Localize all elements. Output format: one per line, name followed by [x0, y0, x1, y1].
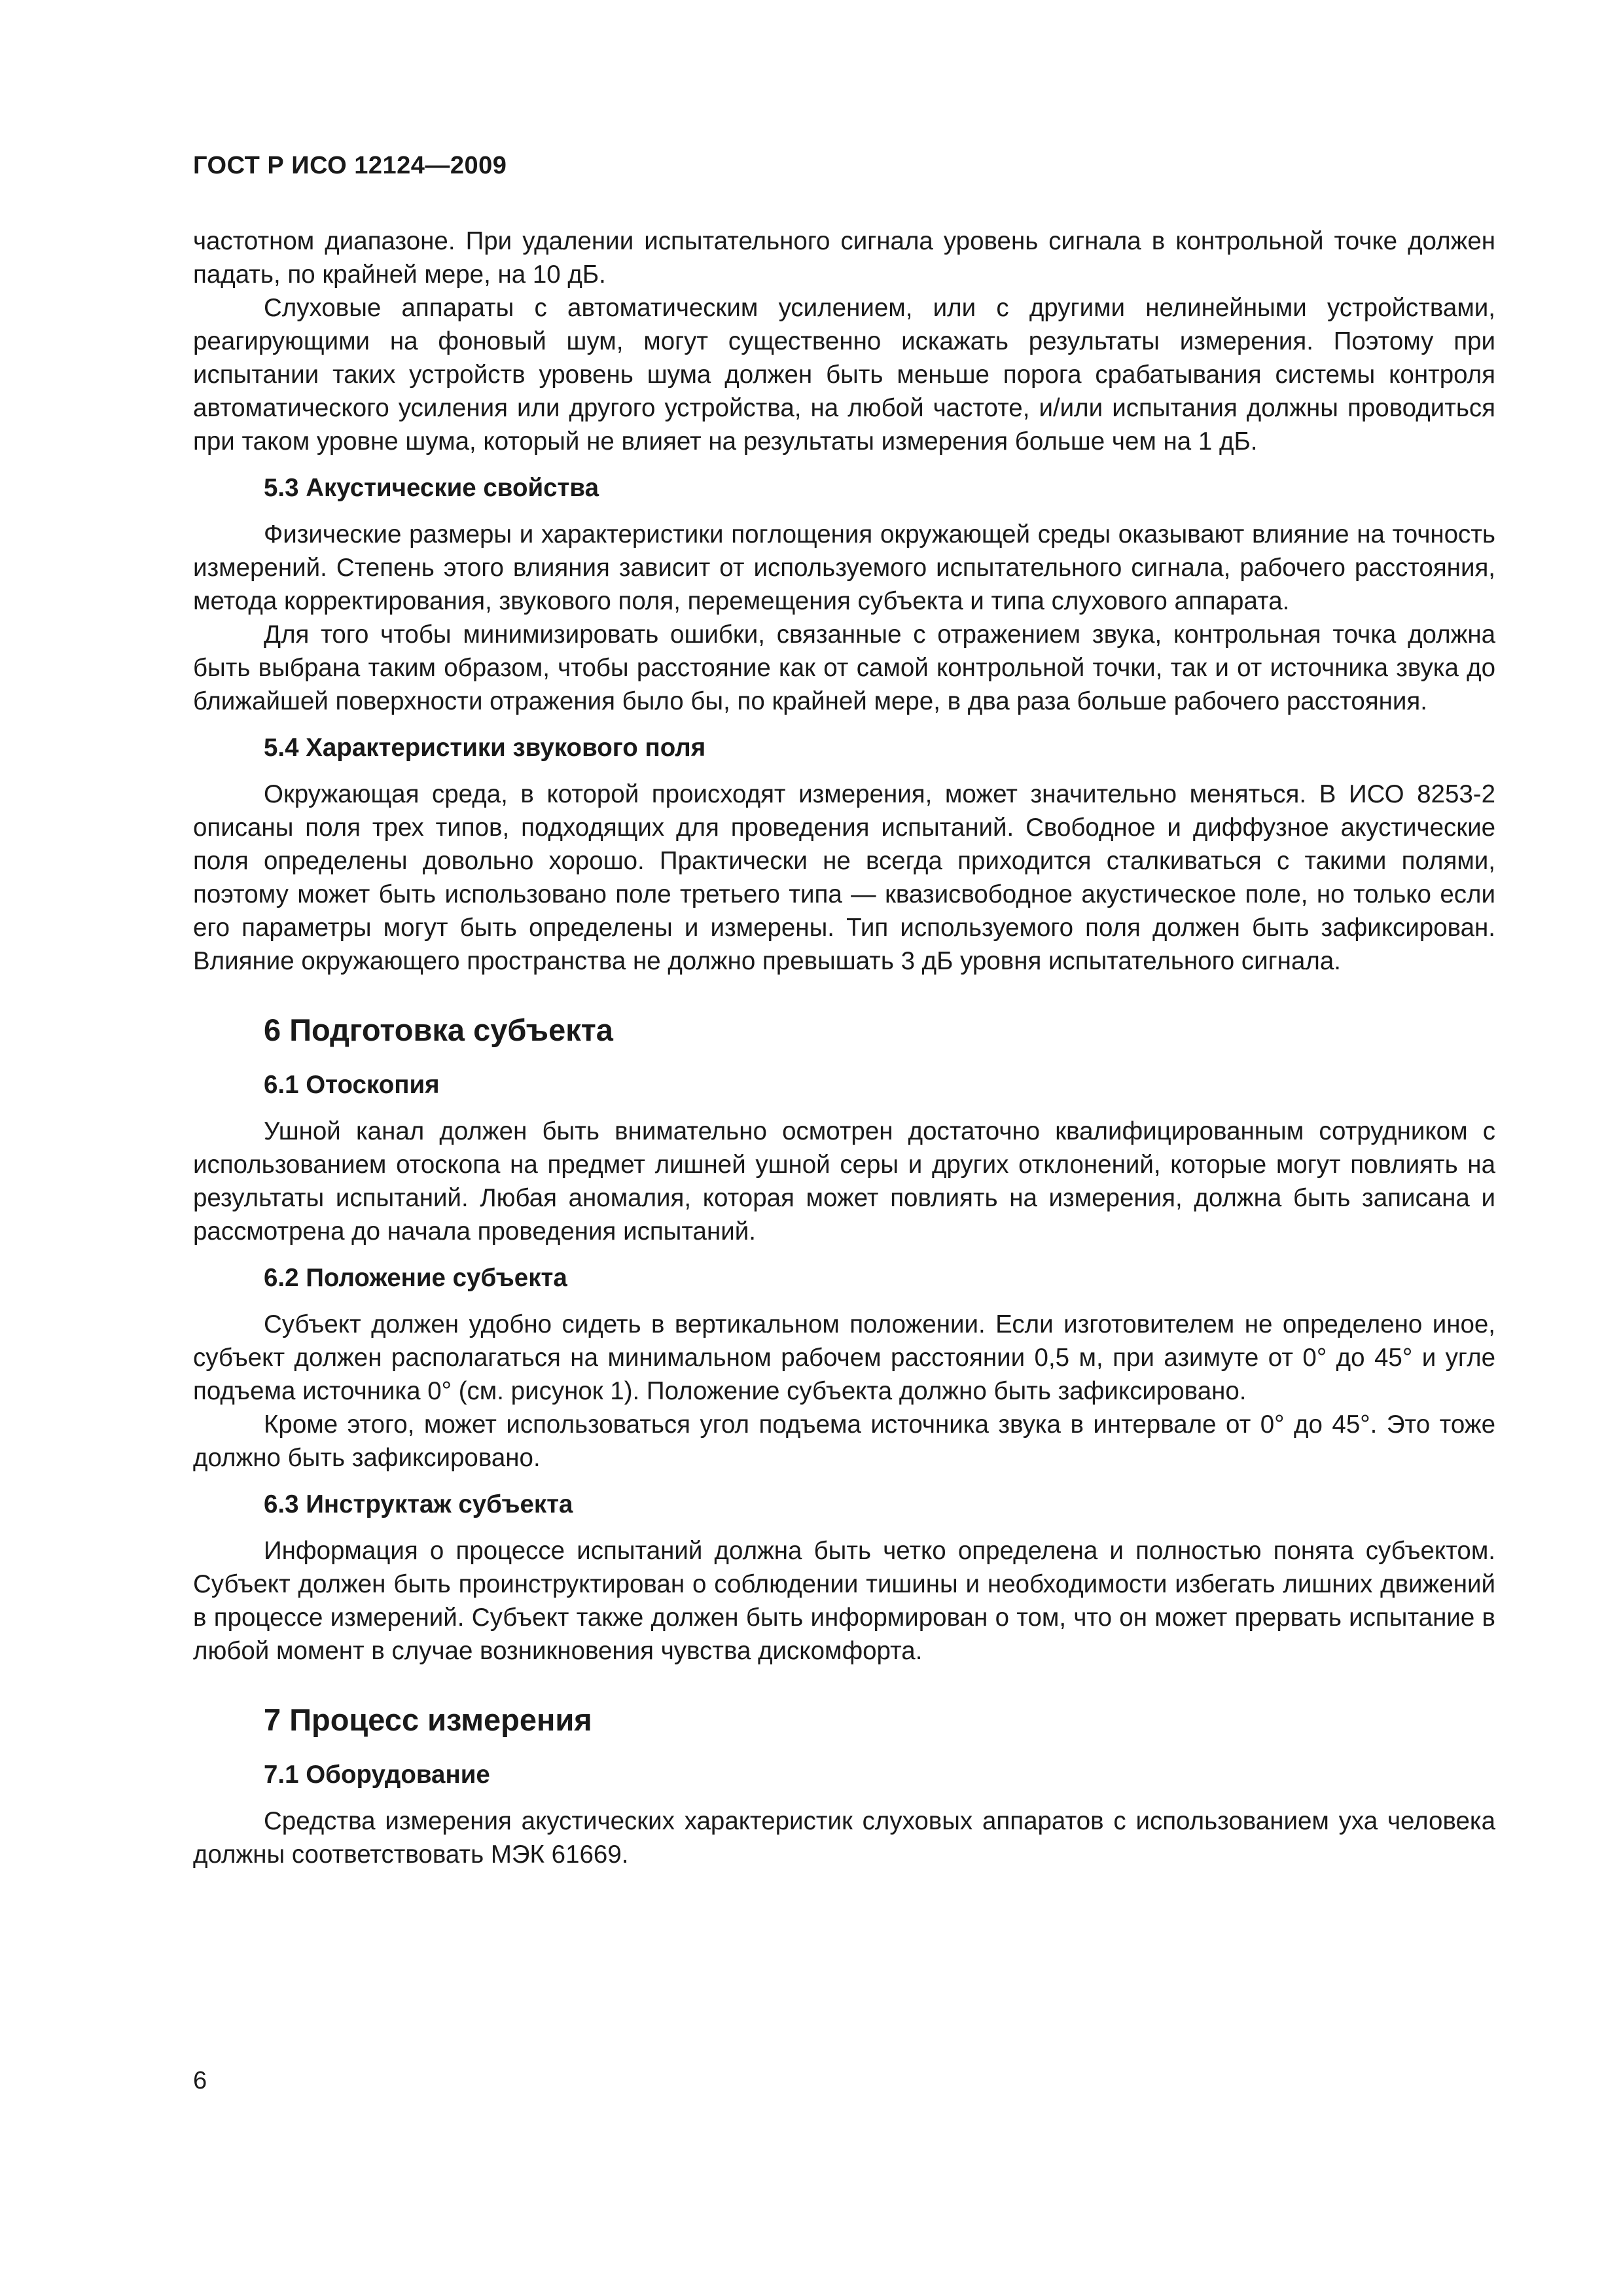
document-body — [193, 224, 1495, 1871]
heading-5-4: 5.4 Характеристики звукового поля — [264, 734, 706, 762]
paragraph-elevation-angle: Кроме этого, может использоваться угол подъема источника звука в интервале от 0° до 45°. Это тоже должно быть зафиксировано. — [193, 1410, 1495, 1472]
paragraph-reflection-errors: Для того чтобы минимизировать ошибки, связанные с отражением звука, контрольная точка должна быть выбрана таким образом, чтобы расстояние как от самой контрольной точки, так и от источника звука до ближайшей поверхности отражения было бы, по крайней мере, в два раза больше рабочего расстояния. — [193, 620, 1495, 715]
paragraph-subject-instruction: Информация о процессе испытаний должна быть четко определена и полностью понята субъектом. Субъект должен быть проинструктирован о соблюдении тишины и необходимости избегать лишних движений в процессе измерений. Субъект также должен быть информирован о том, что он может прервать испытание в любой момент в случае возникновения чувства дискомфорта. — [193, 1537, 1495, 1665]
paragraph-subject-position: Субъект должен удобно сидеть в вертикальном положении. Если изготовителем не определено иное, субъект должен располагаться на минимальном рабочем расстоянии 0,5 м, при азимуте от 0° до 45° и угле подъема источника 0° (см. рисунок 1). Положение субъекта должно быть зафиксировано. — [193, 1310, 1495, 1405]
paragraph-sound-field: Окружающая среда, в которой происходят измерения, может значительно меняться. В ИСО 8253-2 описаны поля трех типов, подходящих для проведения испытаний. Свободное и диффузное акустические поля определены довольно хорошо. Практически не всегда приходится сталкиваться с такими полями, поэтому может быть использовано поле третьего типа — квазисвободное акустическое поле, но только если его параметры могут быть определены и измерены. Тип используемого поля должен быть зафиксирован. Влияние окружающего пространства не должно превышать 3 дБ уровня испытательного сигнала. — [193, 780, 1495, 975]
heading-section-6: 6 Подготовка субъекта — [264, 1013, 613, 1047]
paragraph-frequency-range: частотном диапазоне. При удалении испытательного сигнала уровень сигнала в контрольной точке должен падать, по крайней мере, на 10 дБ. — [193, 227, 1495, 289]
page-number: 6 — [193, 2067, 207, 2094]
standard-designation: ГОСТ Р ИСО 12124—2009 — [193, 152, 507, 179]
paragraph-otoscopy: Ушной канал должен быть внимательно осмотрен достаточно квалифицированным сотрудником с использованием отоскопа на предмет лишней ушной серы и других отклонений, которые могут повлиять на результаты испытаний. Любая аномалия, которая может повлиять на измерения, должна быть записана и рассмотрена до начала проведения испытаний. — [193, 1117, 1495, 1246]
heading-section-7: 7 Процесс измерения — [264, 1702, 592, 1737]
heading-7-1: 7.1 Оборудование — [264, 1761, 490, 1789]
heading-5-3: 5.3 Акустические свойства — [264, 474, 599, 502]
heading-6-3: 6.3 Инструктаж субъекта — [264, 1490, 573, 1518]
paragraph-acoustic-properties: Физические размеры и характеристики поглощения окружающей среды оказывают влияние на точность измерений. Степень этого влияния зависит от используемого испытательного сигнала, рабочего расстояния, метода корректирования, звукового поля, перемещения субъекта и типа слухового аппарата. — [193, 520, 1495, 615]
heading-6-1: 6.1 Отоскопия — [264, 1071, 440, 1099]
heading-6-2: 6.2 Положение субъекта — [264, 1264, 567, 1292]
paragraph-equipment: Средства измерения акустических характеристик слуховых аппаратов с использованием уха человека должны соответствовать МЭК 61669. — [193, 1807, 1495, 1869]
paragraph-automatic-gain: Слуховые аппараты с автоматическим усилением, или с другими нелинейными устройствами, реагирующими на фоновый шум, могут существенно искажать результаты измерения. Поэтому при испытании таких устройств уровень шума должен быть меньше порога срабатывания системы контроля автоматического усиления или другого устройства, на любой частоте, и/или испытания должны проводиться при таком уровне шума, который не влияет на результаты измерения больше чем на 1 дБ. — [193, 294, 1495, 456]
